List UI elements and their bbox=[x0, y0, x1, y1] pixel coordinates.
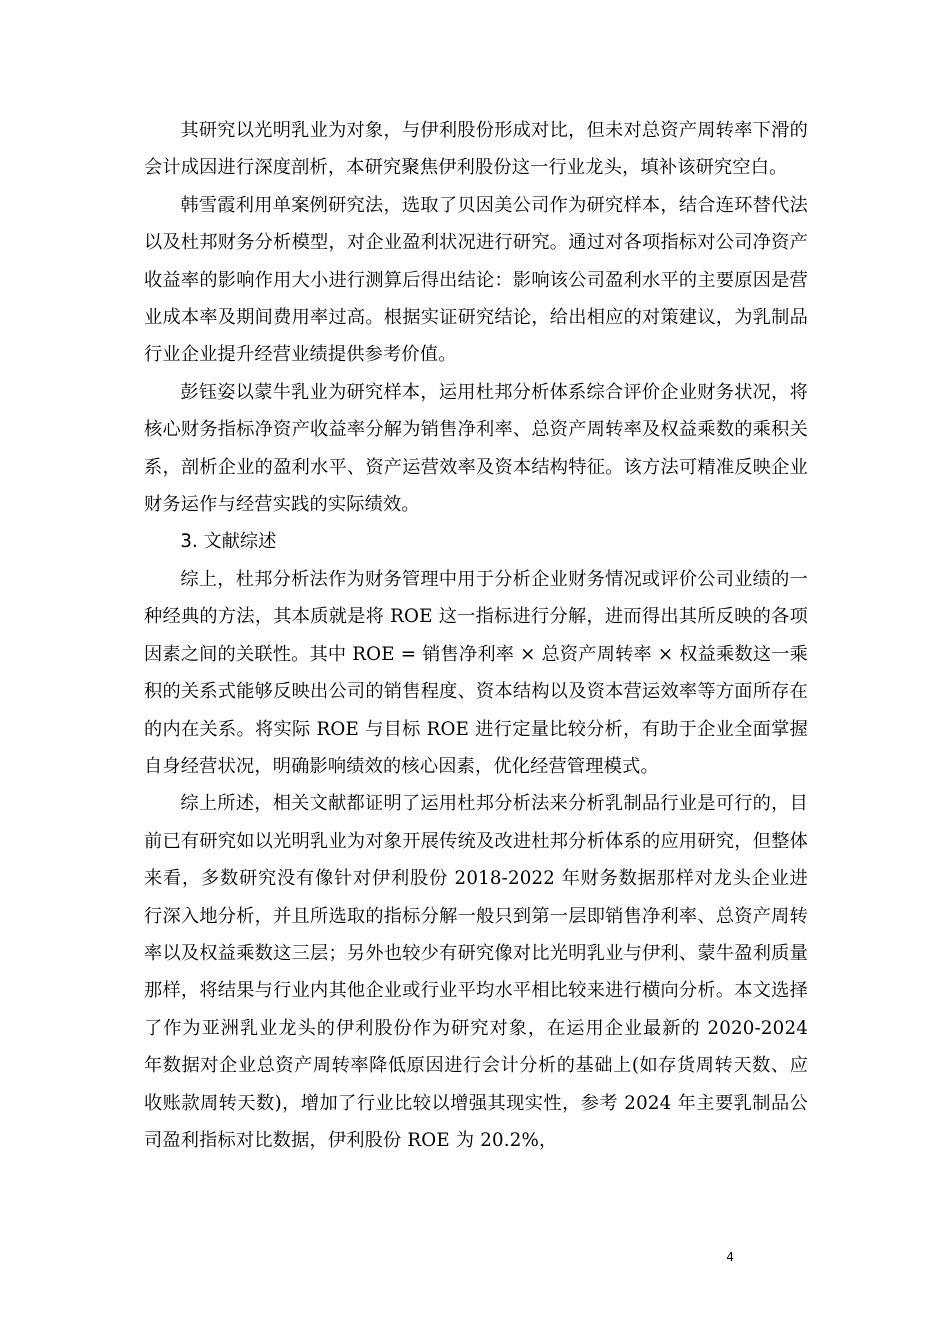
paragraph-peng-yuzi: 彭钰姿以蒙牛乳业为研究样本，运用杜邦分析体系综合评价企业财务状况，将核心财务指标净资产收益率分解为销售净利率、总资产周转率及权益乘数的乘积关系，剖析企业的盈利水平、资产运营效率及资本结构特征。该方法可精准反映企业财务运作与经营实践的实际绩效。 bbox=[144, 381, 808, 516]
section-heading-literature-review: 3. 文献综述 bbox=[180, 531, 277, 553]
body-text bbox=[144, 112, 808, 1159]
paragraph-dupont-summary: 综上，杜邦分析法作为财务管理中用于分析企业财务情况或评价公司业绩的一种经典的方法，其本质就是将 ROE 这一指标进行分解，进而得出其所反映的各项因素之间的关联性。其中 ROE = 销售净利率 × 总资产周转率 × 权益乘数这一乘积的关系式能够反映出公司的销售程度、资本结构以及资本营运效率等方面所存在的内在关系。将实际 ROE 与目标 ROE 进行定量比较分析，有助于企业全面掌握自身经营状况，明确影响绩效的核心因素，优化经营管理模式。 bbox=[144, 568, 808, 777]
paragraph-han-xuexia: 韩雪霞利用单案例研究法，选取了贝因美公司作为研究样本，结合连环替代法以及杜邦财务分析模型，对企业盈利状况进行研究。通过对各项指标对公司净资产收益率的影响作用大小进行测算后得出结论：影响该公司盈利水平的主要原因是营业成本率及期间费用率过高。根据实证研究结论，给出相应的对策建议，为乳制品行业企业提升经营业绩提供参考价值。 bbox=[144, 194, 808, 366]
page-number: 4 bbox=[726, 1250, 734, 1264]
paragraph-research-gap: 综上所述，相关文献都证明了运用杜邦分析法来分析乳制品行业是可行的，目前已有研究如以光明乳业为对象开展传统及改进杜邦分析体系的应用研究，但整体来看，多数研究没有像针对伊利股份 2018-2022 年财务数据那样对龙头企业进行深入地分析，并且所选取的指标分解一般只到第一层即销售净利率、总资产周转率以及权益乘数这三层；另外也较少有研究像对比光明乳业与伊利、蒙牛盈利质量那样，将结果与行业内其他企业或行业平均水平相比较来进行横向分析。本文选择了作为亚洲乳业龙头的伊利股份作为研究对象，在运用企业最新的 2020-2024 年数据对企业总资产周转率降低原因进行会计分析的基础上(如存货周转天数、应收账款周转天数)，增加了行业比较以增强其现实性，参考 2024 年主要乳制品公司盈利指标对比数据，伊利股份 ROE 为 20.2%， bbox=[144, 793, 808, 1151]
paragraph-guangming-comparison: 其研究以光明乳业为对象，与伊利股份形成对比，但未对总资产周转率下滑的会计成因进行深度剖析，本研究聚焦伊利股份这一行业龙头，填补该研究空白。 bbox=[144, 120, 808, 179]
